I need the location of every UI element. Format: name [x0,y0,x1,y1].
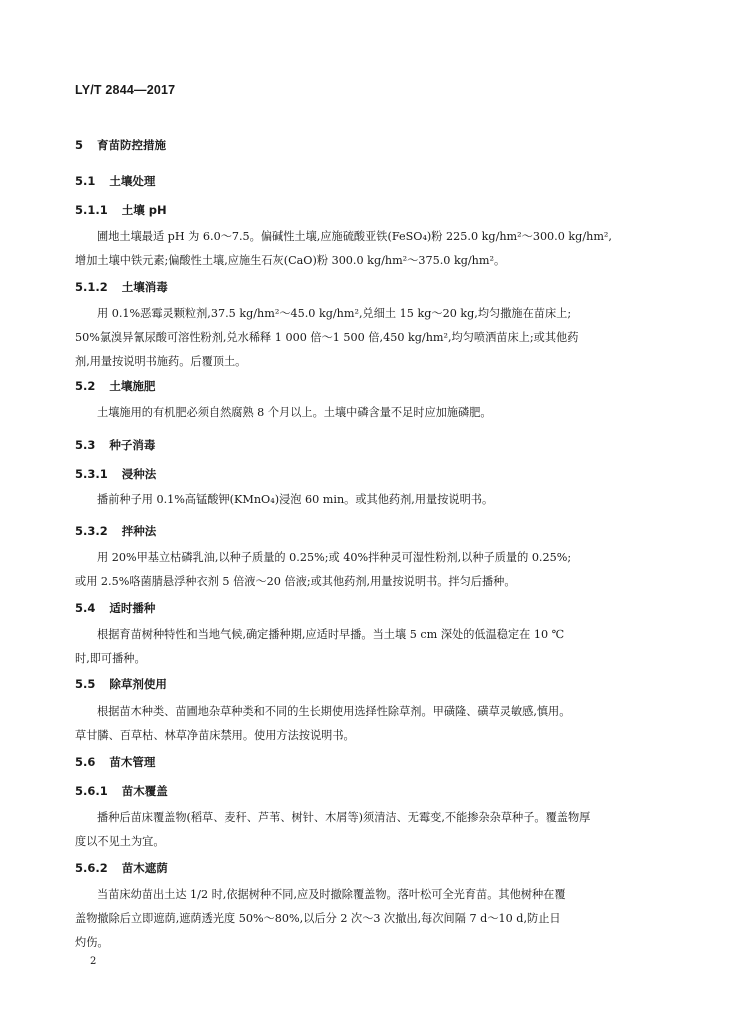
paragraph-5-6-1 [75,806,655,854]
standard-code: LY/T 2844—2017 [75,83,176,97]
text-line: 时,即可播种。 [75,652,146,665]
section-title: 适时播种 [109,601,156,615]
text-line: 根据苗木种类、苗圃地杂草种类和不同的生长期使用选择性除草剂。甲磺隆、磺草灵敏感,慎用。 [97,705,571,718]
text-line: 草甘膦、百草枯、林草净苗床禁用。使用方法按说明书。 [75,729,355,742]
paragraph-5-3-2 [75,546,655,594]
paragraph-5-1-2 [75,302,655,374]
text-line: 播前种子用 0.1%高锰酸钾(KMnO₄)浸泡 60 min。或其他药剂,用量按说明书。 [97,493,494,506]
section-number: 5 [75,138,84,152]
section-heading-5-5 [75,676,167,692]
text-line: 度以不见土为宜。 [75,835,165,848]
text-line: 根据育苗树种特性和当地气候,确定播种期,应适时早播。当土壤 5 cm 深处的低温稳定在 10 ℃ [97,628,565,641]
section-number: 5.4 [75,601,96,615]
section-number: 5.1 [75,174,96,188]
section-number: 5.5 [75,677,96,691]
section-heading-5-1-2 [75,279,168,295]
text-line: 用 20%甲基立枯磷乳油,以种子质量的 0.25%;或 40%拌种灵可湿性粉剂,以种子质量的 0.25%; [97,551,572,564]
section-title: 苗木管理 [109,755,156,769]
text-line: 增加土壤中铁元素;偏酸性土壤,应施生石灰(CaO)粉 300.0 kg/hm²～375.0 kg/hm²。 [75,254,506,267]
section-title: 土壤处理 [109,174,156,188]
section-title: 苗木覆盖 [121,784,168,798]
section-number: 5.6.2 [75,861,108,875]
section-title: 除草剂使用 [109,677,167,691]
text-line: 盖物撤除后立即遮荫,遮荫透光度 50%～80%,以后分 2 次～3 次撤出,每次间隔 7 d～10 d,防止日 [75,912,561,925]
text-line: 剂,用量按说明书施药。后覆顶土。 [75,355,247,368]
section-number: 5.3.2 [75,524,108,538]
section-heading-5-3-2 [75,523,156,539]
section-number: 5.1.2 [75,280,108,294]
section-heading-5-6-2 [75,860,168,876]
section-heading-5 [75,137,166,153]
text-line: 土壤施用的有机肥必须自然腐熟 8 个月以上。土壤中磷含量不足时应加施磷肥。 [97,406,492,419]
text-line: 圃地土壤最适 pH 为 6.0～7.5。偏碱性土壤,应施硫酸亚铁(FeSO₄)粉 225.0 kg/hm²～300.0 kg/hm², [97,230,612,243]
text-line: 当苗床幼苗出土达 1/2 时,依据树种不同,应及时撤除覆盖物。落叶松可全光育苗。其他树种在覆 [97,888,566,901]
section-number: 5.3 [75,438,96,452]
section-title: 育苗防控措施 [97,138,167,152]
section-heading-5-3 [75,437,155,453]
text-line: 用 0.1%恶霉灵颗粒剂,37.5 kg/hm²～45.0 kg/hm²,兑细土 15 kg～20 kg,均匀撒施在苗床上; [97,307,572,320]
section-number: 5.3.1 [75,467,108,481]
paragraph-5-1-1 [75,225,655,273]
section-number: 5.2 [75,379,96,393]
paragraph-5-4 [75,623,655,671]
section-title: 土壤 pH [121,203,167,217]
section-title: 浸种法 [121,467,157,481]
paragraph-5-5 [75,700,655,748]
section-title: 土壤消毒 [121,280,168,294]
section-title: 苗木遮荫 [121,861,168,875]
section-title: 土壤施肥 [109,379,156,393]
page-number: 2 [90,956,97,967]
section-heading-5-4 [75,600,155,616]
paragraph-5-6-2 [75,883,655,955]
section-heading-5-3-1 [75,466,156,482]
section-title: 拌种法 [121,524,157,538]
section-heading-5-6 [75,754,155,770]
section-number: 5.6 [75,755,96,769]
paragraph-5-3-1 [75,488,655,512]
section-heading-5-2 [75,378,155,394]
section-heading-5-1 [75,173,155,189]
section-heading-5-1-1 [75,202,167,218]
section-number: 5.1.1 [75,203,108,217]
text-line: 或用 2.5%咯菌腈悬浮种衣剂 5 倍液～20 倍液;或其他药剂,用量按说明书。拌匀后播种。 [75,575,516,588]
section-heading-5-6-1 [75,783,168,799]
section-title: 种子消毒 [109,438,156,452]
text-line: 50%氯溴异氰尿酸可溶性粉剂,兑水稀释 1 000 倍～1 500 倍,450 kg/hm²,均匀喷洒苗床上;或其他药 [75,331,579,344]
text-line: 播种后苗床覆盖物(稻草、麦秆、芦苇、树针、木屑等)须清洁、无霉变,不能掺杂杂草种子。覆盖物厚 [97,811,591,824]
paragraph-5-2 [75,401,655,425]
section-number: 5.6.1 [75,784,108,798]
text-line: 灼伤。 [75,936,109,949]
